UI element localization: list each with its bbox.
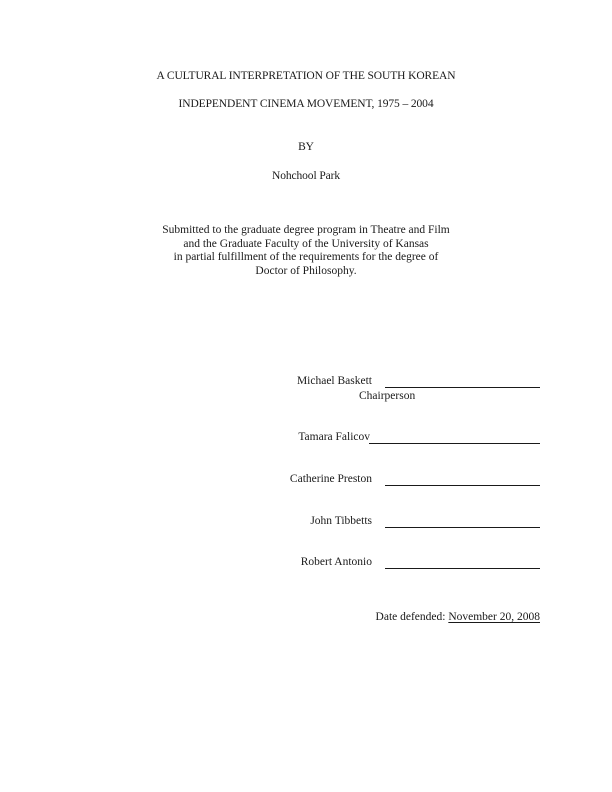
author-name: Nohchool Park: [271, 170, 340, 182]
committee-member-name: Michael Baskett: [296, 375, 372, 387]
signature-line: [385, 485, 540, 486]
title-line-1: A CULTURAL INTERPRETATION OF THE SOUTH KOREAN: [156, 70, 456, 82]
submission-line: and the Graduate Faculty of the University of Kansas: [183, 237, 429, 250]
by-label: BY: [298, 141, 314, 153]
title-line-2: INDEPENDENT CINEMA MOVEMENT, 1975 – 2004: [178, 98, 434, 110]
signature-line: [385, 568, 540, 569]
submission-line: in partial fulfillment of the requirements for the degree of: [173, 251, 439, 264]
submission-line: Submitted to the graduate degree program in Theatre and Film: [162, 224, 450, 236]
date-defended: [376, 611, 540, 623]
committee-member-name: Tamara Falicov: [298, 431, 370, 443]
signature-line: [385, 387, 540, 388]
signature-line: [369, 443, 540, 444]
submission-statement: [0, 224, 612, 279]
submission-line: Doctor of Philosophy.: [255, 265, 357, 278]
committee-member-name: John Tibbetts: [310, 515, 372, 527]
committee-member-name: Robert Antonio: [300, 556, 372, 568]
date-defended-label: Date defended:: [375, 611, 446, 623]
date-defended-value: November 20, 2008: [448, 611, 540, 623]
signature-line: [385, 527, 540, 528]
committee-member-name: Catherine Preston: [289, 473, 372, 485]
committee-member-role: Chairperson: [359, 390, 416, 402]
